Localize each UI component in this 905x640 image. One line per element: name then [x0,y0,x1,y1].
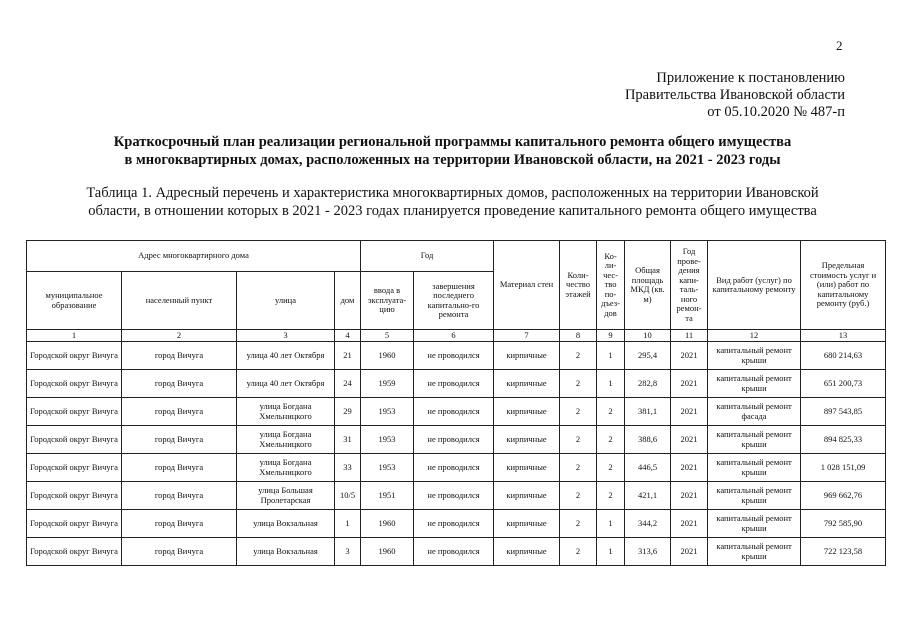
cell-floors: 2 [560,342,597,370]
header-commissioning-year: ввода в эксплуата-цию [361,272,414,330]
cell-wall-material: кирпичные [494,426,560,454]
cell-floors: 2 [560,370,597,398]
column-number: 7 [494,330,560,342]
cell-area: 388,6 [625,426,671,454]
cell-floors: 2 [560,482,597,510]
cell-house: 31 [335,426,361,454]
cell-area: 313,6 [625,538,671,566]
table-caption [0,184,905,220]
column-number: 2 [122,330,237,342]
cell-entrances: 1 [597,342,625,370]
cell-area: 446,5 [625,454,671,482]
page-number: 2 [836,38,843,53]
table-row [27,482,886,510]
table-row [27,538,886,566]
cell-settlement: город Вичуга [122,426,237,454]
cell-last-repair: не проводился [414,538,494,566]
header-street: улица [237,272,335,330]
caption-line: Таблица 1. Адресный перечень и характеристика многоквартирных домов, расположенных на территории Ивановской [86,185,819,201]
cell-commissioning-year: 1960 [361,342,414,370]
cell-wall-material: кирпичные [494,510,560,538]
cell-work-type: капитальный ремонт крыши [708,426,801,454]
column-number: 10 [625,330,671,342]
cell-municipality: Городской округ Вичуга [27,482,122,510]
header-repair-year: Год прове-дения капи-таль-ного ремон-та [671,241,708,330]
cell-entrances: 2 [597,426,625,454]
cell-repair-year: 2021 [671,342,708,370]
table-body [27,342,886,566]
column-number: 12 [708,330,801,342]
cell-entrances: 2 [597,398,625,426]
header-area: Общая площадь МКД (кв. м) [625,241,671,330]
cell-settlement: город Вичуга [122,538,237,566]
cell-entrances: 2 [597,454,625,482]
cell-entrances: 1 [597,538,625,566]
cell-street: улица 40 лет Октября [237,370,335,398]
cell-repair-year: 2021 [671,398,708,426]
cell-work-type: капитальный ремонт крыши [708,370,801,398]
header-year-group: Год [361,241,494,272]
cell-last-repair: не проводился [414,398,494,426]
cell-repair-year: 2021 [671,538,708,566]
cell-street: улица Богдана Хмельницкого [237,426,335,454]
appendix-note [625,70,845,121]
header-floors: Коли-чество этажей [560,241,597,330]
column-number: 1 [27,330,122,342]
header-municipality: муниципальное образование [27,272,122,330]
cell-house: 1 [335,510,361,538]
cell-last-repair: не проводился [414,482,494,510]
cell-max-cost: 651 200,73 [801,370,886,398]
cell-house: 33 [335,454,361,482]
cell-max-cost: 792 585,90 [801,510,886,538]
cell-street: улица Богдана Хмельницкого [237,398,335,426]
cell-work-type: капитальный ремонт крыши [708,482,801,510]
cell-wall-material: кирпичные [494,482,560,510]
cell-last-repair: не проводился [414,342,494,370]
cell-max-cost: 722 123,58 [801,538,886,566]
cell-repair-year: 2021 [671,482,708,510]
table-row [27,510,886,538]
cell-street: улица Вокзальная [237,510,335,538]
table-row [27,454,886,482]
cell-house: 10/5 [335,482,361,510]
cell-entrances: 1 [597,510,625,538]
cell-settlement: город Вичуга [122,482,237,510]
document-title [0,133,905,169]
cell-area: 344,2 [625,510,671,538]
cell-commissioning-year: 1953 [361,426,414,454]
cell-work-type: капитальный ремонт крыши [708,342,801,370]
cell-settlement: город Вичуга [122,510,237,538]
header-house: дом [335,272,361,330]
cell-floors: 2 [560,538,597,566]
cell-work-type: капитальный ремонт фасада [708,398,801,426]
cell-municipality: Городской округ Вичуга [27,510,122,538]
cell-repair-year: 2021 [671,510,708,538]
cell-wall-material: кирпичные [494,454,560,482]
cell-area: 295,4 [625,342,671,370]
cell-last-repair: не проводился [414,510,494,538]
column-number: 8 [560,330,597,342]
cell-floors: 2 [560,426,597,454]
cell-commissioning-year: 1960 [361,510,414,538]
header-entrances: Ко-ли-чес-тво по-дъез-дов [597,241,625,330]
cell-municipality: Городской округ Вичуга [27,370,122,398]
cell-entrances: 2 [597,482,625,510]
cell-max-cost: 894 825,33 [801,426,886,454]
cell-area: 282,8 [625,370,671,398]
cell-floors: 2 [560,454,597,482]
cell-repair-year: 2021 [671,454,708,482]
table-row [27,370,886,398]
cell-commissioning-year: 1953 [361,398,414,426]
column-number: 5 [361,330,414,342]
column-number: 11 [671,330,708,342]
header-last-repair-year: завершения последнего капитально-го ремонта [414,272,494,330]
cell-house: 24 [335,370,361,398]
cell-wall-material: кирпичные [494,370,560,398]
cell-street: улица Вокзальная [237,538,335,566]
column-numbers-row [27,330,886,342]
cell-commissioning-year: 1959 [361,370,414,398]
appendix-line: Правительства Ивановской области [624,87,845,103]
appendix-line: Приложение к постановлению [656,70,845,86]
housing-plan-table [26,240,886,566]
cell-area: 421,1 [625,482,671,510]
table-row [27,398,886,426]
title-line: Краткосрочный план реализации региональной программы капитального ремонта общего имущества [113,134,792,150]
cell-house: 21 [335,342,361,370]
table-row [27,342,886,370]
cell-settlement: город Вичуга [122,398,237,426]
cell-last-repair: не проводился [414,426,494,454]
cell-commissioning-year: 1951 [361,482,414,510]
column-number: 9 [597,330,625,342]
cell-municipality: Городской округ Вичуга [27,398,122,426]
cell-wall-material: кирпичные [494,398,560,426]
cell-settlement: город Вичуга [122,454,237,482]
header-wall-material: Материал стен [494,241,560,330]
cell-house: 29 [335,398,361,426]
cell-max-cost: 1 028 151,09 [801,454,886,482]
column-number: 6 [414,330,494,342]
cell-street: улица Богдана Хмельницкого [237,454,335,482]
cell-municipality: Городской округ Вичуга [27,538,122,566]
cell-municipality: Городской округ Вичуга [27,426,122,454]
header-max-cost: Предельная стоимость услуг и (или) работ по капитальному ремонту (руб.) [801,241,886,330]
cell-area: 381,1 [625,398,671,426]
header-settlement: населенный пункт [122,272,237,330]
cell-entrances: 1 [597,370,625,398]
cell-floors: 2 [560,510,597,538]
cell-street: улица Большая Пролетарская [237,482,335,510]
cell-street: улица 40 лет Октября [237,342,335,370]
cell-house: 3 [335,538,361,566]
cell-work-type: капитальный ремонт крыши [708,510,801,538]
cell-wall-material: кирпичные [494,538,560,566]
column-number: 3 [237,330,335,342]
caption-line: области, в отношении которых в 2021 - 2023 годах планируется проведение капитального ремонта общего имущества [88,203,817,219]
header-work-type: Вид работ (услуг) по капитальному ремонту [708,241,801,330]
cell-work-type: капитальный ремонт крыши [708,454,801,482]
table-row [27,426,886,454]
cell-municipality: Городской округ Вичуга [27,342,122,370]
cell-commissioning-year: 1960 [361,538,414,566]
cell-max-cost: 897 543,85 [801,398,886,426]
cell-max-cost: 969 662,76 [801,482,886,510]
title-line: в многоквартирных домах, расположенных на территории Ивановской области, на 2021 - 2023 годы [124,152,781,168]
column-number: 13 [801,330,886,342]
cell-settlement: город Вичуга [122,342,237,370]
cell-settlement: город Вичуга [122,370,237,398]
cell-wall-material: кирпичные [494,342,560,370]
appendix-line: от 05.10.2020 № 487-п [707,104,845,120]
cell-max-cost: 680 214,63 [801,342,886,370]
cell-last-repair: не проводился [414,370,494,398]
column-number: 4 [335,330,361,342]
cell-repair-year: 2021 [671,426,708,454]
cell-last-repair: не проводился [414,454,494,482]
cell-work-type: капитальный ремонт крыши [708,538,801,566]
cell-repair-year: 2021 [671,370,708,398]
cell-commissioning-year: 1953 [361,454,414,482]
header-address-group: Адрес многоквартирного дома [27,241,361,272]
cell-municipality: Городской округ Вичуга [27,454,122,482]
cell-floors: 2 [560,398,597,426]
